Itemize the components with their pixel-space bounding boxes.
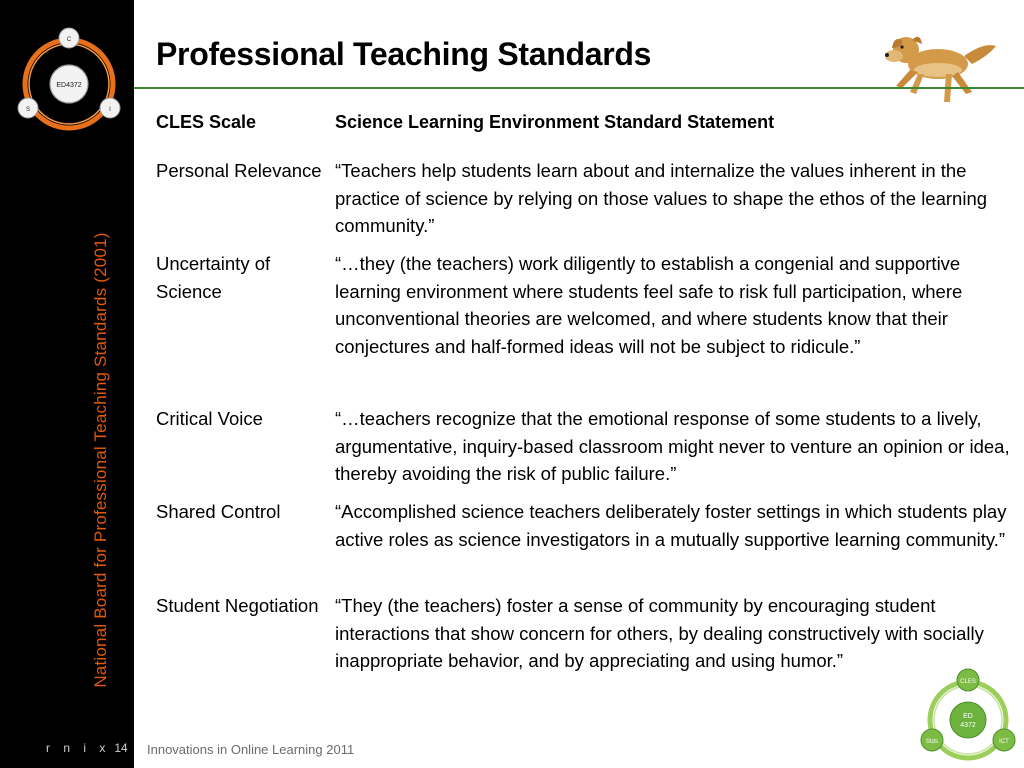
footer-text: Innovations in Online Learning 2011	[147, 742, 355, 757]
logo-left-label: S	[25, 107, 31, 113]
table-row-statement: “They (the teachers) foster a sense of community by encouraging student interactions that show concern for others, by dealing constructively with socially inappropriate behavior, and by appreciating and using humor.”	[335, 595, 984, 671]
logo-center-label: ED4372	[56, 82, 82, 89]
sidebar-citation: National Board for Professional Teaching Standards (2001)	[91, 232, 110, 688]
table-row-scale: Shared Control	[156, 501, 281, 522]
dog-icon	[872, 22, 1000, 108]
logo-bottom-top-label: CLES	[960, 679, 976, 685]
table-row-statement: “…they (the teachers) work diligently to establish a congenial and supportive learning environment where students feel safe to risk full participation, where unconventional theories are welcomed, and where students know that their conjectures and half-formed ideas will not be subject to ridicule.”	[335, 253, 963, 357]
logo-right-label: I	[109, 107, 111, 113]
logo-bottom-center-line2: 4372	[960, 722, 976, 729]
page-title: Professional Teaching Standards	[156, 36, 652, 72]
logo-bottom-center-line1: ED	[963, 713, 973, 720]
title-divider	[134, 87, 1024, 89]
table-row-statement: “…teachers recognize that the emotional response of some students to a lively, argumentative, inquiry-based classroom might never to venture an opinion or idea, thereby avoiding the risk of public failure.”	[335, 408, 1010, 484]
column-header-statement: Science Learning Environment Standard Statement	[335, 112, 775, 132]
table-row-statement: “Teachers help students learn about and internalize the values inherent in the practice of science by relying on those values to shape the ethos of the learning community.”	[335, 160, 988, 236]
table-row-scale: Personal Relevance	[156, 160, 322, 181]
table-row-scale: Critical Voice	[156, 408, 263, 429]
logo-bottom-left-label: Stds	[925, 739, 939, 745]
page-number: 14	[114, 741, 128, 755]
column-header-scale: CLES Scale	[156, 112, 257, 132]
footer-letters: r n i x	[46, 741, 111, 755]
cles-logo	[914, 662, 1024, 768]
sidebar	[0, 0, 134, 768]
table-row-scale: Uncertainty of Science	[156, 253, 271, 302]
table-row-statement: “Accomplished science teachers deliberately foster settings in which students play active roles as science investigators in a mutually supportive learning community.”	[335, 501, 1007, 550]
logo-top-label: C	[66, 37, 72, 43]
footer-letters-group	[46, 741, 128, 755]
ed4372-logo	[8, 22, 132, 134]
table-row-scale: Student Negotiation	[156, 595, 319, 616]
logo-bottom-right-label: ICT	[999, 739, 1009, 745]
